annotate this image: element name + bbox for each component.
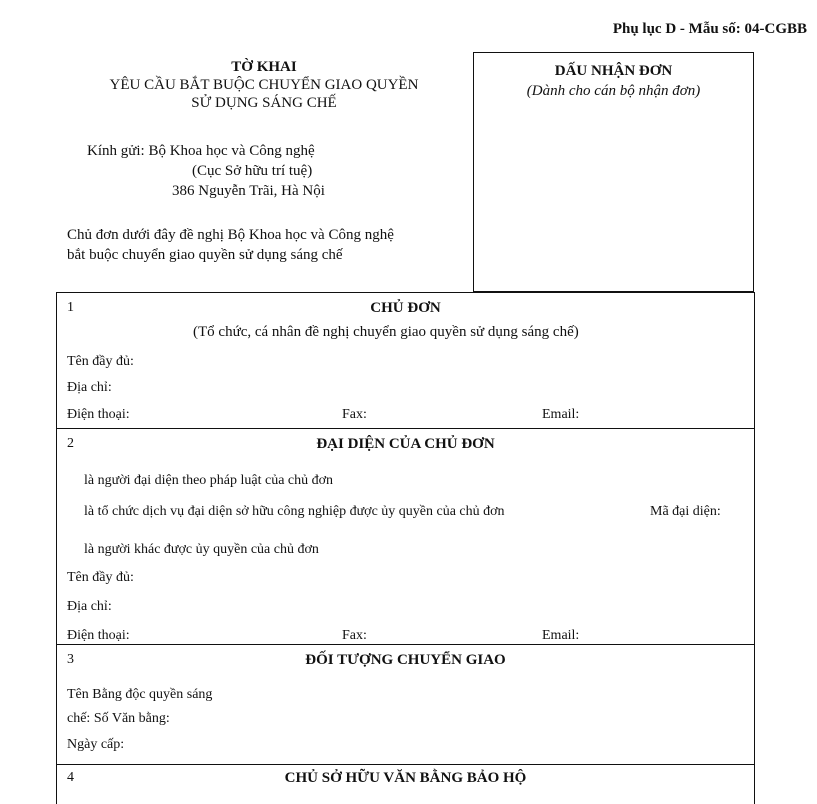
addressee-line1: Kính gửi: Bộ Khoa học và Công nghệ — [87, 143, 315, 159]
request-line2: bắt buộc chuyển giao quyền sử dụng sáng chế — [67, 247, 343, 263]
form-title: TỜ KHAI — [231, 59, 297, 75]
fax-label: Fax: — [342, 407, 367, 422]
receipt-stamp-box — [473, 52, 754, 292]
section-number: 2 — [67, 436, 74, 451]
stamp-subtitle: (Dành cho cán bộ nhận đơn) — [526, 83, 701, 99]
form-title-line2: YÊU CẦU BẮT BUỘC CHUYỂN GIAO QUYỀN — [109, 77, 419, 93]
email-label: Email: — [542, 628, 580, 643]
section-title: CHỦ ĐƠN — [370, 300, 441, 316]
stamp-title: DẤU NHẬN ĐƠN — [554, 63, 673, 79]
appendix-label: Phụ lục D - Mẫu số: 04-CGBB — [612, 21, 807, 37]
section-subtitle: (Tổ chức, cá nhân đề nghị chuyển giao quyền sử dụng sáng chế) — [193, 324, 579, 340]
rep-option-other[interactable]: là người khác được ủy quyền của chủ đơn — [84, 542, 319, 557]
phone-label: Điện thoại: — [67, 628, 130, 643]
section-number: 1 — [67, 300, 74, 315]
email-label: Email: — [542, 407, 580, 422]
fax-label: Fax: — [342, 628, 367, 643]
section-transfer-subject — [56, 644, 755, 764]
section-number: 3 — [67, 652, 74, 667]
full-name-label: Tên đầy đủ: — [67, 570, 134, 585]
section-title: ĐẠI DIỆN CỦA CHỦ ĐƠN — [316, 436, 495, 452]
rep-option-legal[interactable]: là người đại diện theo pháp luật của chủ đơn — [84, 473, 334, 488]
section-number: 4 — [67, 770, 74, 785]
section-representative — [56, 428, 755, 644]
section-title: ĐỐI TƯỢNG CHUYỂN GIAO — [305, 652, 506, 668]
addressee-line2: (Cục Sở hữu trí tuệ) — [192, 163, 313, 179]
issue-date-label: Ngày cấp: — [67, 737, 125, 752]
section-patent-owner — [56, 764, 755, 804]
addressee-line3: 386 Nguyễn Trãi, Hà Nội — [172, 183, 325, 199]
declaration-header — [55, 52, 473, 292]
section-applicant — [56, 292, 755, 428]
patent-name-label-line2: chế: Số Văn bằng: — [67, 711, 170, 726]
address-label: Địa chỉ: — [67, 599, 112, 614]
address-label: Địa chỉ: — [67, 380, 112, 395]
full-name-label: Tên đầy đủ: — [67, 354, 134, 369]
phone-label: Điện thoại: — [67, 407, 130, 422]
request-line1: Chủ đơn dưới đây đề nghị Bộ Khoa học và Công nghệ — [67, 227, 394, 243]
section-title: CHỦ SỞ HỮU VĂN BẰNG BẢO HỘ — [284, 770, 527, 786]
form-title-line3: SỬ DỤNG SÁNG CHẾ — [191, 95, 337, 111]
rep-option-service-org[interactable]: là tổ chức dịch vụ đại diện sở hữu công nghiệp được ủy quyền của chủ đơn — [84, 504, 505, 519]
rep-code-label: Mã đại diện: — [650, 504, 721, 519]
patent-name-label-line1: Tên Bằng độc quyền sáng — [67, 687, 213, 702]
